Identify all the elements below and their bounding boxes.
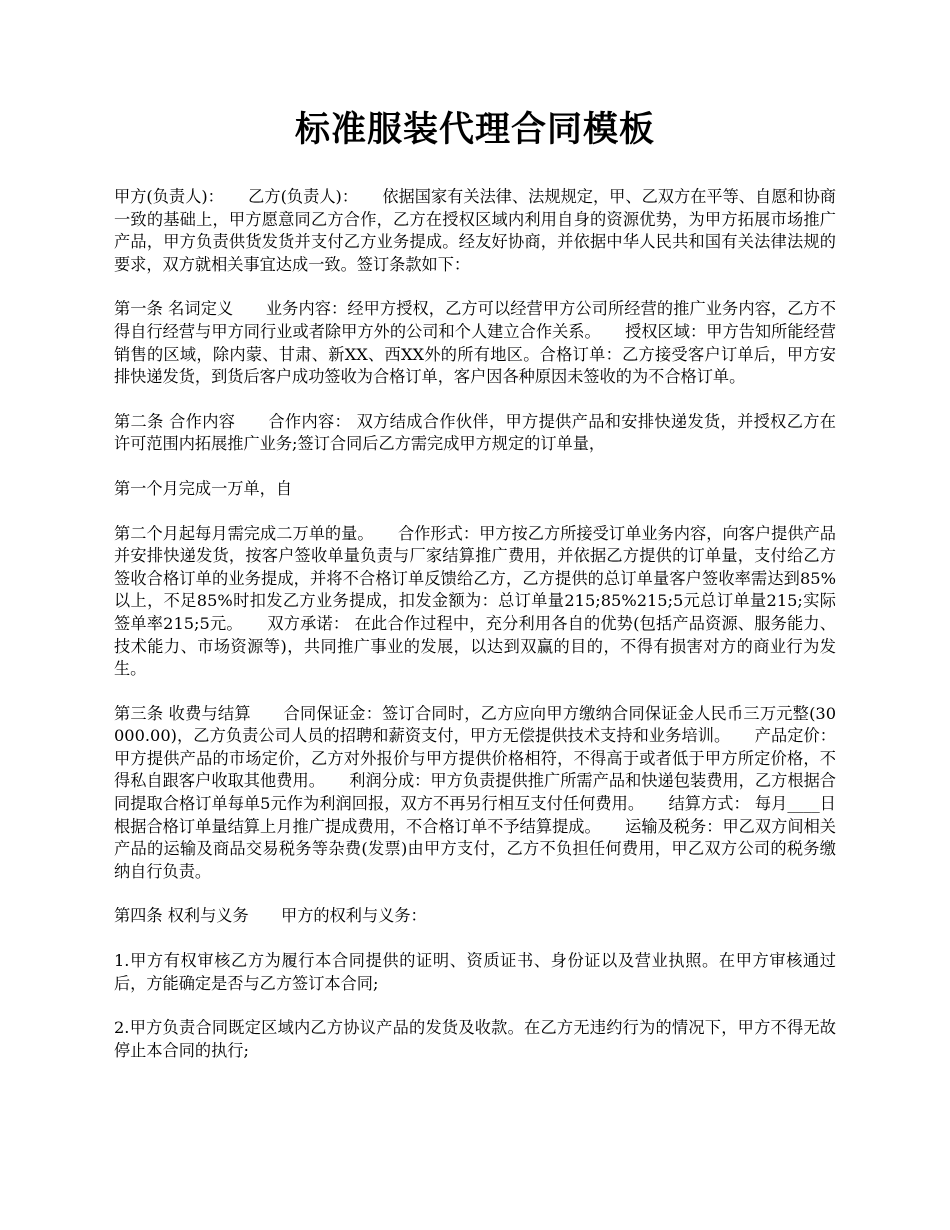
paragraph-article-1: 第一条 名词定义 业务内容：经甲方授权，乙方可以经营甲方公司所经营的推广业务内容，乙方不得自行经营与甲方同行业或者除甲方外的公司和个人建立合作关系。 授权区域：甲方告知所能经营销售的区域，除内蒙、甘肃、新XX、西XX外的所有地区。合格订单：乙方接受客户订单后，甲方安排快递发货，到货后客户成功签收为合格订单，客户因各种原因未签收的为不合格订单。 <box>114 299 836 387</box>
paragraph-clause-2: 2.甲方负责合同既定区域内乙方协议产品的发货及收款。在乙方无违约行为的情况下，甲方不得无故停止本合同的执行; <box>114 1018 836 1060</box>
document-title: 标准服装代理合同模板 <box>294 109 655 150</box>
paragraph-clause-1: 1.甲方有权审核乙方为履行本合同提供的证明、资质证书、身份证以及营业执照。在甲方审核通过后，方能确定是否与乙方签订本合同; <box>114 951 836 993</box>
paragraph-first-month: 第一个月完成一万单，自 <box>114 478 293 498</box>
paragraph-article-4: 第四条 权利与义务 甲方的权利与义务： <box>114 906 427 926</box>
paragraph-intro: 甲方(负责人)： 乙方(负责人)： 依据国家有关法律、法规规定，甲、乙双方在平等、自愿和协商一致的基础上，甲方愿意同乙方合作，乙方在授权区域内利用自身的资源优势，为甲方拓展市场推广产品，甲方负责供货发货并支付乙方业务提成。经友好协商，并依据中华人民共和国有关法律法规的要求，双方就相关事宜达成一致。签订条款如下： <box>114 187 836 274</box>
paragraph-article-3: 第三条 收费与结算 合同保证金：签订合同时，乙方应向甲方缴纳合同保证金人民币三万元整(30000.00)，乙方负责公司人员的招聘和薪资支付，甲方无偿提供技术支持和业务培训。 产品定价：甲方提供产品的市场定价，乙方对外报价与甲方提供价格相符，不得高于或者低于甲方所定价格，不得私自跟客户收取其他费用。 利润分成：甲方负责提供推广所需产品和快递包装费用，乙方根据合同提取合格订单每单5元作为利润回报，双方不再另行相互支付任何费用。 结算方式： 每月____日根据合格订单量结算上月推广提成费用，不合格订单不予结算提成。 运输及税务：甲乙双方间相关产品的运输及商品交易税务等杂费(发票)由甲方支付，乙方不负担任何费用，甲乙双方公司的税务缴纳自行负责。 <box>114 703 836 881</box>
paragraph-article-2: 第二条 合作内容 合作内容： 双方结成合作伙伴，甲方提供产品和安排快递发货，并授权乙方在许可范围内拓展推广业务;签订合同后乙方需完成甲方规定的订单量， <box>114 411 836 454</box>
paragraph-second-month: 第二个月起每月需完成二万单的量。 合作形式：甲方按乙方所接受订单业务内容，向客户提供产品并安排快递发货，按客户签收单量负责与厂家结算推广费用，并依据乙方提供的订单量，支付给乙方签收合格订单的业务提成，并将不合格订单反馈给乙方，乙方提供的总订单量客户签收率需达到85%以上，不足85%时扣发乙方业务提成，扣发金额为：总订单量215;85%215;5元总订单量215;实际签单率215;5元。 双方承诺： 在此合作过程中，充分利用各自的优势(包括产品资源、服务能力、技术能力、市场资源等)，共同推广事业的发展，以达到双赢的目的，不得有损害对方的商业行为发生。 <box>114 523 836 679</box>
